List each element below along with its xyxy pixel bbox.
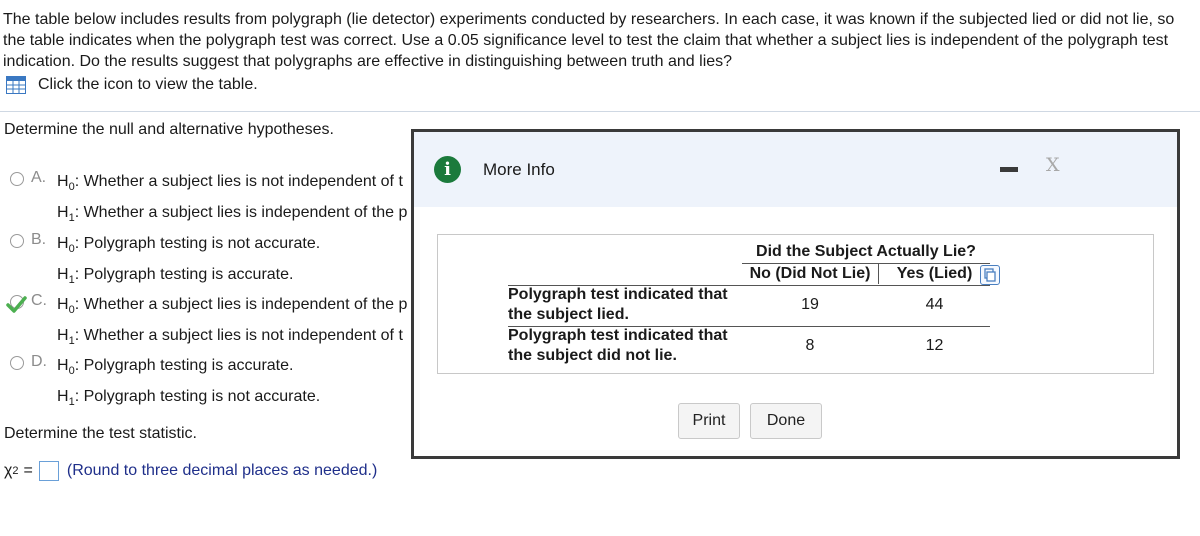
col-header-yes: Yes (Lied) [896,265,973,282]
option-letter: B. [31,231,47,248]
close-icon[interactable]: X [1046,154,1060,176]
chi-symbol: χ [4,462,13,479]
view-table-link[interactable] [6,75,258,95]
print-button[interactable]: Print [678,403,740,439]
table-cell: 12 [925,337,944,354]
h0-label: H [57,357,69,374]
option-letter: C. [31,292,47,309]
table-cell: 19 [801,296,819,313]
radio-option-c[interactable] [10,295,24,309]
done-button[interactable]: Done [750,403,822,439]
radio-option-b[interactable] [10,234,24,248]
hypotheses-heading: Determine the null and alternative hypotheses. [4,121,334,138]
table-cell: 44 [925,296,944,313]
option-c[interactable]: C. $H_0$: Whether a subject lies is independent of the p $H_1$: Whether a subject lies is not independent of t [10,292,407,354]
radio-option-a[interactable] [10,172,24,186]
group-header: Did the Subject Actually Lie? [756,243,976,260]
h0-label: H [57,235,69,252]
row-label-lied: Polygraph test indicated that the subject lied. [508,286,728,323]
option-c-h1: Whether a subject lies is not independent of t [83,327,403,345]
radio-option-d[interactable] [10,356,24,370]
option-a-h1: Whether a subject lies is independent of the p [83,204,408,222]
h0-sub: 0 [68,181,75,194]
rounding-hint: (Round to three decimal places as needed.) [66,462,378,479]
contingency-table [437,234,1154,374]
table-grid-icon[interactable] [6,76,26,94]
dialog-title: More Info [483,160,555,179]
option-c-h0: Whether a subject lies is independent of the p [83,296,408,313]
minimize-icon[interactable] [1000,167,1018,172]
view-table-label[interactable]: Click the icon to view the table. [38,76,258,93]
question-text: The table below includes results from polygraph (lie detector) experiments conducted by researchers. In each case, it was known if the subjected lied or did not lie, so the table indicates when the polygraph test was correct. Use a 0.05 significance level to test the claim that whether a subject lies is independent of the polygraph test indication. Do the results suggest that polygraphs are effective in distinguishing between truth and lies? [3,11,1175,70]
h0-sub: 0 [68,365,75,378]
statistic-heading: Determine the test statistic. [4,425,197,442]
h0-label: H [57,173,69,190]
option-b-h1: Polygraph testing is accurate. [83,266,294,284]
option-letter: A. [31,169,47,186]
checkmark-icon [5,294,27,316]
h0-sub: 0 [68,243,75,256]
chi-square-row [4,461,377,481]
equals-sign: = [23,462,33,479]
h1-label: H [57,327,69,345]
col-header-no: No (Did Not Lie) [749,265,871,282]
table-cell: 8 [805,337,815,354]
option-d[interactable]: D. $H_0$: Polygraph testing is accurate. $H_1$: Polygraph testing is not accurate. [10,353,320,415]
dialog-header [414,132,1177,207]
info-icon: i [434,156,461,183]
more-info-dialog [411,129,1180,459]
h0-sub: 0 [68,304,75,317]
chi-square-input[interactable] [39,461,59,481]
h1-label: H [57,266,69,284]
option-letter: D. [31,353,47,370]
h0-label: H [57,296,69,313]
h1-sub: 1 [68,396,75,409]
option-d-h0: Polygraph testing is accurate. [83,357,294,374]
option-a[interactable]: A. $H_0$: Whether a subject lies is not independent of t $H_1$: Whether a subject lies is independent of the p [10,169,407,231]
row-label-not-lied: Polygraph test indicated that the subject did not lie. [508,327,728,364]
option-b[interactable]: B. $H_0$: Polygraph testing is not accurate. $H_1$: Polygraph testing is accurate. [10,231,320,293]
h1-label: H [57,204,69,222]
option-b-h0: Polygraph testing is not accurate. [83,235,321,252]
h1-sub: 1 [68,212,75,225]
chi-exponent: 2 [12,465,19,477]
option-d-h1: Polygraph testing is not accurate. [83,388,321,406]
h1-label: H [57,388,69,406]
option-a-h0: Whether a subject lies is not independent of t [83,173,403,190]
h1-sub: 1 [68,335,75,348]
copy-table-icon[interactable] [980,265,1000,285]
divider [0,111,1200,112]
h1-sub: 1 [68,274,75,287]
